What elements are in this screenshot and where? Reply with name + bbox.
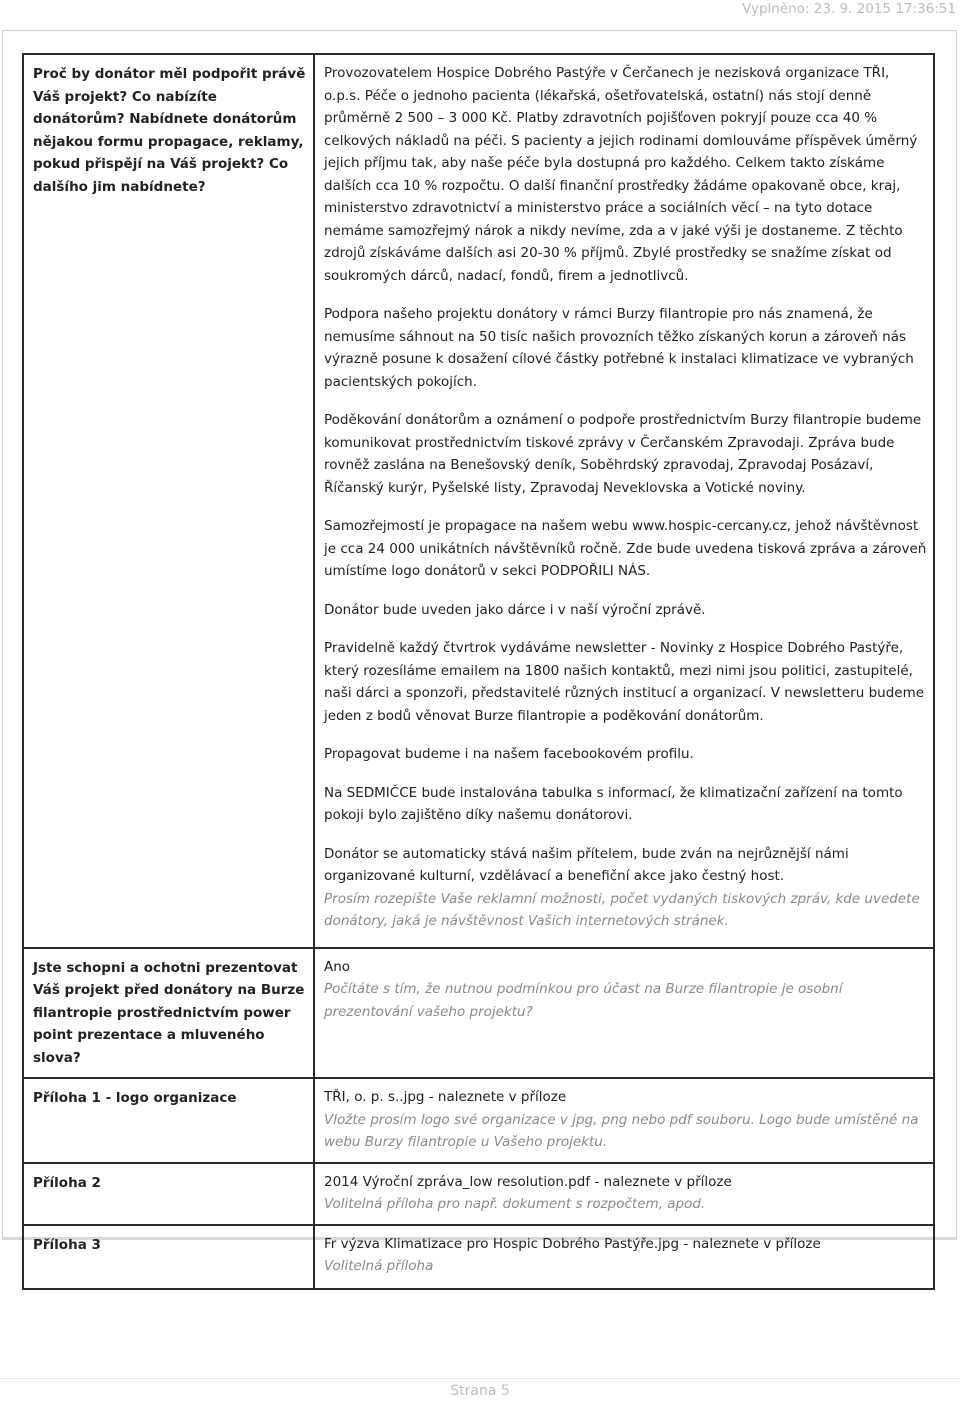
answer-cell: [314, 54, 934, 948]
table-row: [23, 1078, 934, 1163]
attachment-name: Fr výzva Klimatizace pro Hospic Dobrého Pastýře.jpg - naleznete v příloze: [324, 1235, 821, 1252]
answer-paragraph: Na SEDMIČCE bude instalována tabulka s informací, že klimatizační zařízení na tomto pokoji bylo zajištěno díky našemu donátorovi.: [324, 784, 903, 823]
field-hint: Počítáte s tím, že nutnou podmínkou pro účast na Burze filantropie je osobní prezentování vašeho projektu?: [324, 981, 843, 1020]
question-cell: Příloha 2: [23, 1163, 314, 1225]
page-number: Strana 5: [450, 1383, 510, 1399]
field-hint: Vložte prosím logo své organizace v jpg, png nebo pdf souboru. Logo bude umístěné na webu Burzy filantropie u Vašeho projektu.: [324, 1111, 919, 1150]
filled-timestamp: Vyplněno: 23. 9. 2015 17:36:51: [742, 1, 956, 17]
page-footer: [0, 1378, 960, 1403]
question-cell: Příloha 3: [23, 1225, 314, 1289]
table-row: [23, 54, 934, 948]
field-hint: Prosím rozepište Vaše reklamní možnosti, počet vydaných tiskových zpráv, kde uvedete donátory, jaká je návštěvnost Vašich internetových stránek.: [324, 890, 920, 929]
answer-cell: [314, 1163, 934, 1225]
answer-paragraph: Podpora našeho projektu donátory v rámci Burzy filantropie pro nás znamená, že nemusíme sáhnout na 50 tisíc našich provozních těžko získaných korun a zároveň nás výrazně posune k dosažení cílové částky potřebné k instalaci klimatizace ve vybraných pacientských pokojích.: [324, 306, 914, 390]
question-cell: Proč by donátor měl podpořit právě Váš projekt? Co nabízíte donátorům? Nabídnete donátorům nějakou formu propagace, reklamy, pokud přispějí na Váš projekt? Co dalšího jim nabídnete?: [23, 54, 314, 948]
question-cell: Příloha 1 - logo organizace: [23, 1078, 314, 1163]
attachment-name: 2014 Výroční zpráva_low resolution.pdf - naleznete v příloze: [324, 1173, 732, 1190]
table-row: [23, 948, 934, 1079]
header-bar: [0, 0, 960, 24]
table-row: [23, 1225, 934, 1289]
answer-paragraph: Poděkování donátorům a oznámení o podpoře prostřednictvím Burzy filantropie budeme komunikovat prostřednictvím tiskové zprávy v Čerčanském Zpravodaji. Zpráva bude rovněž zaslána na Benešovský deník, Soběhrdský zpravodaj, Zpravodaj Posázaví, Říčanský kurýr, Pyšelské listy, Zpravodaj Neveklovska a Votické noviny.: [324, 412, 922, 496]
table-row: [23, 1163, 934, 1225]
answer-paragraph: Donátor se automaticky stává našim přítelem, bude zván na nejrůznější námi organizované kulturní, vzdělávací a benefiční akce jako čestný host.: [324, 845, 849, 884]
field-hint: Volitelná příloha: [324, 1258, 434, 1274]
answer-cell: [314, 1078, 934, 1163]
answer-cell: [314, 948, 934, 1079]
answer-paragraph: Propagovat budeme i na našem facebookovém profilu.: [324, 746, 694, 762]
question-cell: Jste schopni a ochotni prezentovat Váš projekt před donátory na Burze filantropie prostřednictvím power point prezentace a mluveného slova?: [23, 948, 314, 1079]
answer-paragraph: Samozřejmostí je propagace na našem webu www.hospic-cercany.cz, jehož návštěvnost je cca 24 000 unikátních návštěvníků ročně. Zde bude uvedena tisková zpráva a zároveň umístíme logo donátorů v sekci PODPOŘILI NÁS.: [324, 518, 927, 579]
attachment-name: TŘI, o. p. s..jpg - naleznete v příloze: [324, 1089, 567, 1105]
answer-value: Ano: [324, 958, 351, 975]
answer-cell: [314, 1225, 934, 1289]
answer-paragraph: Donátor bude uveden jako dárce i v naší výroční zprávě.: [324, 601, 706, 618]
answer-paragraph: Pravidelně každý čtvrtrok vydáváme newsletter - Novinky z Hospice Dobrého Pastýře, který rozesíláme emailem na 1800 našich kontaktů, mezi nimi jsou politici, zastupitelé, naši dárci a sponzoři, představitelé různých institucí a organizací. V newsletteru budeme jeden z bodů věnovat Burze filantropie a poděkování donátorům.: [324, 640, 925, 724]
answer-paragraph: Provozovatelem Hospice Dobrého Pastýře v Čerčanech je nezisková organizace TŘI, o.p.s. Péče o jednoho pacienta (lékařská, ošetřovatelská, ostatní) nás stojí denně průměrně 2 500 – 3 000 Kč. Platby zdravotních pojišťoven pokryjí pouze cca 40 % celkových nákladů na péči. S pacienty a jejich rodinami domlouváme příspěvek úměrný jejich příjmu tak, aby naše péče byla dostupná pro každého. Celkem takto získáme dalších cca 10 % rozpočtu. O další finanční prostředky žádáme opakovaně obce, kraj, ministerstvo zdravotnictví a ministerstvo práce a sociálních věcí – na tyto dotace nemáme samozřejmý nárok a nikdy nevíme, zda a v jaké výši je dostaneme. Z těchto zdrojů získáváme dalších asi 20-30 % příjmů. Zbylé prostředky se snažíme získat od soukromých dárců, nadací, fondů, firem a jednotlivců.: [324, 65, 918, 284]
field-hint: Volitelná příloha pro např. dokument s rozpočtem, apod.: [324, 1196, 706, 1212]
form-table: [22, 53, 935, 1290]
